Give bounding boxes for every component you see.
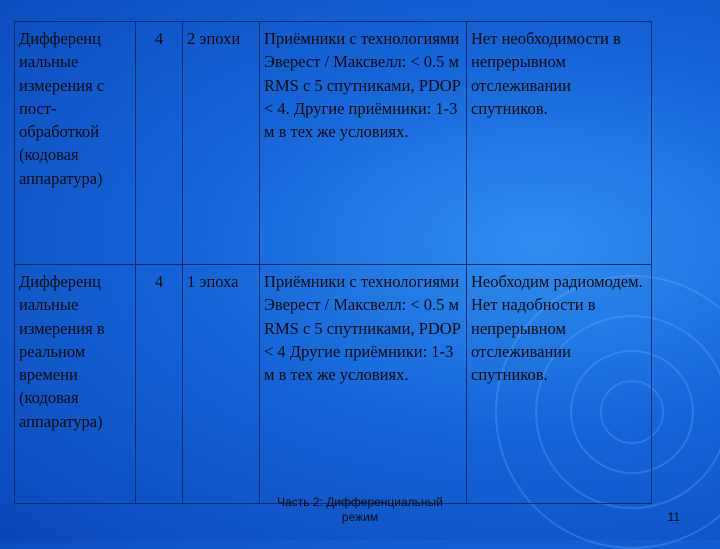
count-cell: 4 — [136, 265, 183, 504]
epochs-cell: 1 эпоха — [183, 265, 260, 504]
accuracy-cell: Приёмники с технологиями Эверест / Максвелл: < 0.5 м RMS с 5 спутниками, PDOP < 4. Другие приёмники: 1-3 м в тех же условиях. — [260, 22, 467, 265]
page-number: 11 — [667, 510, 680, 524]
method-cell: Дифференц иальные измерения с пост-обработкой (кодовая аппаратура) — [15, 22, 136, 265]
notes-cell: Необходим радиомодем. Нет надобности в непрерывном отслеживании спутников. — [467, 265, 652, 504]
table-row — [15, 265, 652, 504]
epochs-cell: 2 эпохи — [183, 22, 260, 265]
notes-cell: Нет необходимости в непрерывном отслеживании спутников. — [467, 22, 652, 265]
accuracy-cell: Приёмники с технологиями Эверест / Максвелл: < 0.5 м RMS с 5 спутниками, PDOP < 4 Другие приёмники: 1-3 м в тех же условиях. — [260, 265, 467, 504]
footer-caption: Часть 2: Дифференциальный режим — [277, 495, 443, 524]
count-cell: 4 — [136, 22, 183, 265]
table-row — [15, 22, 652, 265]
method-cell: Дифференц иальные измерения в реальном времени (кодовая аппаратура) — [15, 265, 136, 504]
comparison-table — [14, 21, 652, 504]
